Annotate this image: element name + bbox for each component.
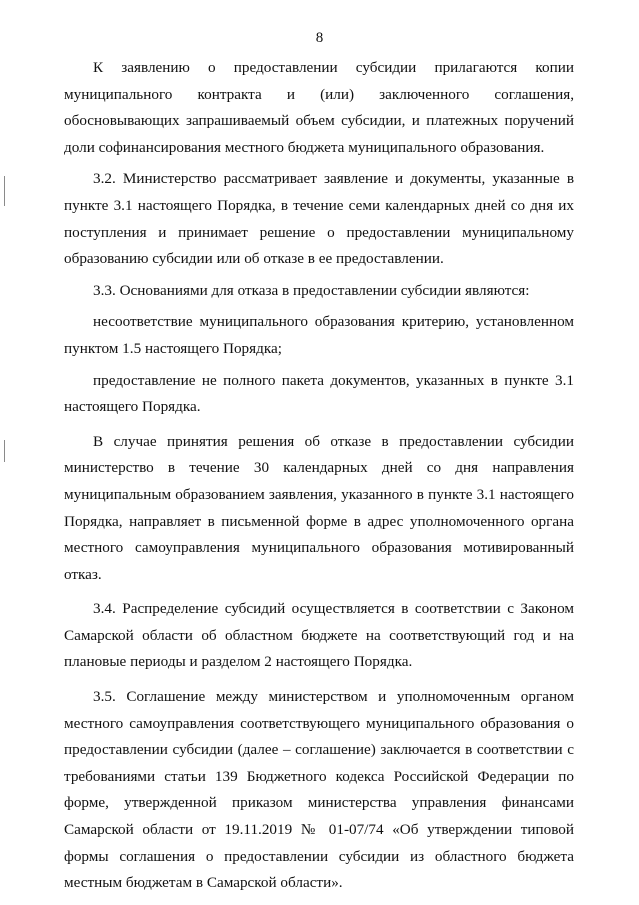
- paragraph-3-4: 3.4. Распределение субсидий осуществляется в соответствии с Законом Самарской области об областном бюджете на соответствующий год и на плановые периоды и разделом 2 настоящего Порядка.: [64, 600, 574, 671]
- document-body: [64, 55, 574, 897]
- scan-edge-mark: [4, 440, 5, 462]
- paragraph-3-5: 3.5. Соглашение между министерством и уполномоченным органом местного самоуправления соответствующего муниципального образования о предоставлении субсидии (далее – соглашение) заключается в соответствии с требованиями статьи 139 Бюджетного кодекса Российской Федерации по форме, утвержденной приказом министерства управления финансами Самарской области от 19.11.2019 № 01-07/74 «Об утверждении типовой формы соглашения о предоставлении субсидии из областного бюджета местным бюджетам в Самарской области».: [64, 688, 574, 892]
- paragraph-refusal-notice: В случае принятия решения об отказе в предоставлении субсидии министерство в течение 30 календарных дней со дня направления муниципальным образованием заявления, указанного в пункте 3.1 настоящего Порядка, направляет в письменной форме в адрес уполномоченного органа местного самоуправления муниципального образования мотивированный отказ.: [64, 432, 574, 583]
- paragraph-attachments: К заявлению о предоставлении субсидии прилагаются копии муниципального контракта и (или) заключенного соглашения, обосновывающих запрашиваемый объем субсидии, и платежных поручений доли софинансирования местного бюджета муниципального образования.: [64, 59, 574, 156]
- page-number: 8: [315, 30, 324, 46]
- paragraph-3-2: 3.2. Министерство рассматривает заявление и документы, указанные в пункте 3.1 настоящего Порядка, в течение семи календарных дней со дня их поступления и принимает решение о предоставлении муниципальному образованию субсидии или об отказе в ее предоставлении.: [64, 170, 574, 268]
- paragraph-incomplete-package: предоставление не полного пакета документов, указанных в пункте 3.1 настоящего Порядка.: [64, 371, 574, 416]
- paragraph-criterion-mismatch: несоответствие муниципального образования критерию, установленном пунктом 1.5 настоящего Порядка;: [64, 313, 574, 357]
- scan-edge-mark: [4, 176, 5, 206]
- paragraph-3-3: 3.3. Основаниями для отказа в предоставлении субсидии являются:: [93, 281, 530, 299]
